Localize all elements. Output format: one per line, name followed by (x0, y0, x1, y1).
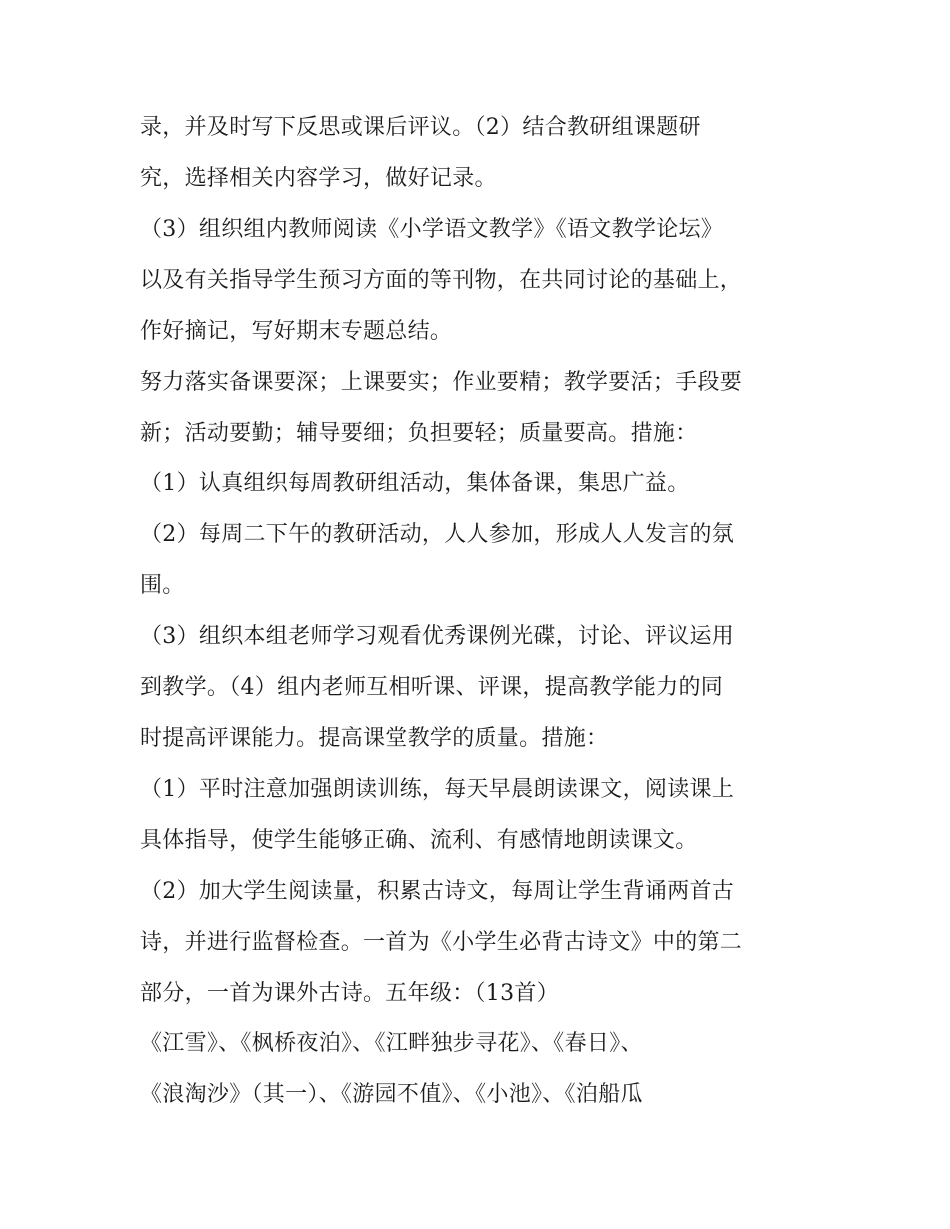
text-line-17: 诗，并进行监督检查。一首为《小学生必背古诗文》中的第二 (140, 930, 743, 955)
text-line-7: 新；活动要勤；辅导要细；负担要轻；质量要高。措施： (140, 421, 698, 446)
text-line-13: 时提高评课能力。提高课堂教学的质量。措施： (140, 726, 609, 751)
text-line-10: 围。 (140, 573, 185, 598)
text-line-19: 《江雪》、《枫桥夜泊》、《江畔独步寻花》、《春日》、 (140, 1031, 643, 1056)
text-line-6: 努力落实备课要深；上课要实；作业要精；教学要活；手段要 (140, 370, 743, 395)
text-line-2: 究，选择相关内容学习，做好记录。 (140, 166, 497, 191)
text-line-3: （3）组织组内教师阅读《小学语文教学》《语文教学论坛》 (140, 217, 724, 242)
text-line-4: 以及有关指导学生预习方面的等刊物，在共同讨论的基础上， (140, 268, 743, 293)
text-line-20: 《浪淘沙》（其一）、《游园不值》、《小池》、《泊船瓜 (140, 1082, 643, 1107)
text-line-18: 部分，一首为课外古诗。五年级：（13首） (140, 981, 559, 1006)
text-line-15: 具体指导，使学生能够正确、流利、有感情地朗读课文。 (140, 828, 698, 853)
text-line-16: （2）加大学生阅读量，积累古诗文，每周让学生背诵两首古 (140, 879, 735, 904)
text-line-8: （1）认真组织每周教研组活动，集体备课，集思广益。 (140, 471, 690, 496)
text-line-5: 作好摘记，写好期末专题总结。 (140, 319, 453, 344)
text-line-1: 录，并及时写下反思或课后评议。（2）结合教研组课题研 (140, 115, 701, 140)
text-line-14: （1）平时注意加强朗读训练，每天早晨朗读课文，阅读课上 (140, 777, 735, 802)
text-line-9: （2）每周二下午的教研活动，人人参加，形成人人发言的氛 (140, 522, 735, 547)
text-line-11: （3）组织本组老师学习观看优秀课例光碟，讨论、评议运用 (140, 624, 735, 649)
text-line-12: 到教学。（4）组内老师互相听课、评课，提高教学能力的同 (140, 675, 724, 700)
